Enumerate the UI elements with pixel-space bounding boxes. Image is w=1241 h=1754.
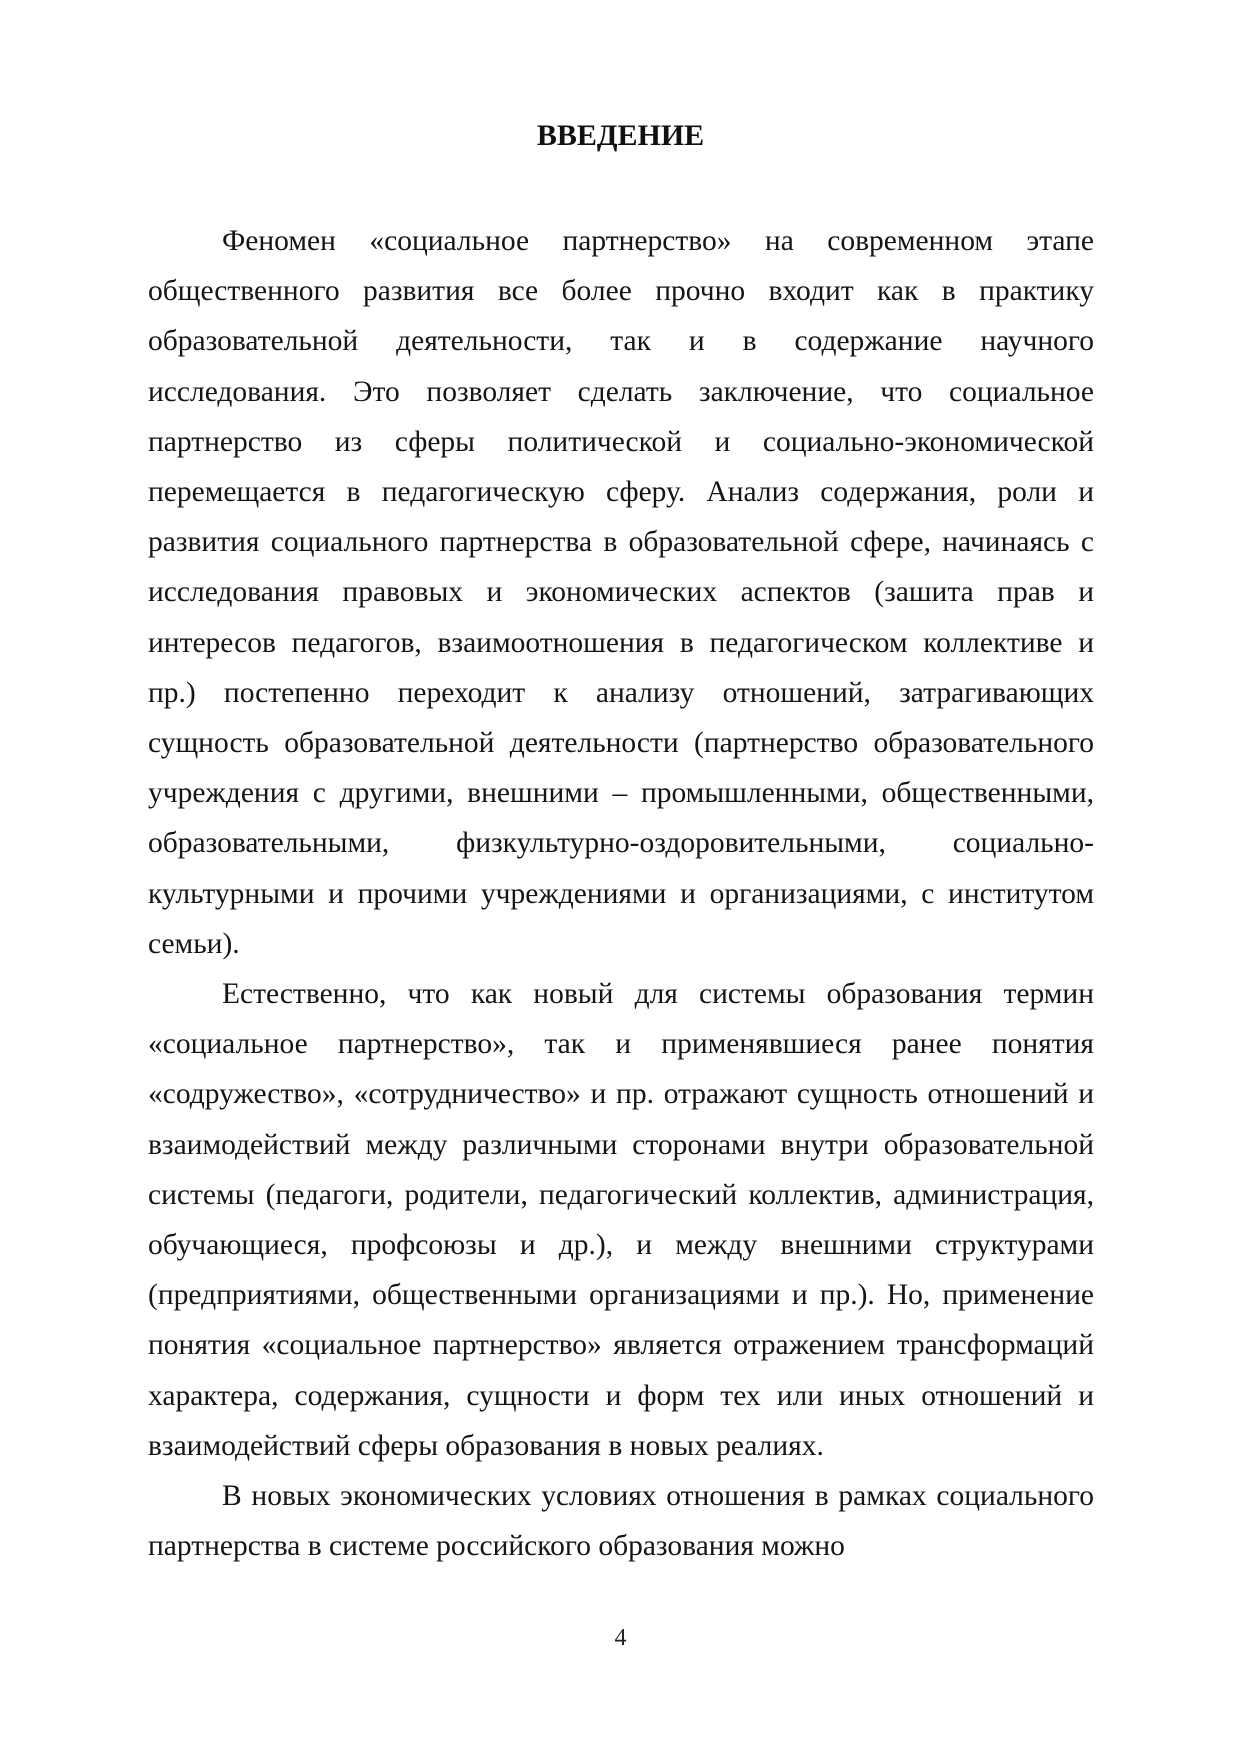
paragraph-1: Феномен «социальное партнерство» на современном этапе общественного развития все более прочно входит как в практику образовательной деятельности, так и в содержание научного исследования. Это позволяет сделать заключение, что социальное партнерство из сферы политической и социально-экономической перемещается в педагогическую сферу. Анализ содержания, роли и развития социального партнерства в образовательной сфере, начинаясь с исследования правовых и экономических аспектов (зашита прав и интересов педагогов, взаимоотношения в педагогическом коллективе и пр.) постепенно переходит к анализу отношений, затрагивающих сущность образовательной деятельности (партнерство образовательного учреждения с другими, внешними – промышленными, общественными, образовательными, физкультурно-оздоровительными, социально-культурными и прочими учреждениями и организациями, с институтом семьи). (148, 225, 1094, 960)
body-text (148, 216, 1094, 1571)
page-title: ВВЕДЕНИЕ (536, 119, 705, 152)
page-number: 4 (614, 1625, 627, 1651)
paragraph-2: Естественно, что как новый для системы образования термин «социальное партнерство», так и применявшиеся ранее понятия «содружество», «сотрудничество» и пр. отражают сущность отношений и взаимодействий между различными сторонами внутри образовательной системы (педагоги, родители, педагогический коллектив, администрация, обучающиеся, профсоюзы и др.), и между внешними структурами (предприятиями, общественными организациями и пр.). Но, применение понятия «социальное партнерство» является отражением трансформаций характера, содержания, сущности и форм тех или иных отношений и взаимодействий сферы образования в новых реалиях. (148, 978, 1094, 1462)
paragraph-3: В новых экономических условиях отношения в рамках социального партнерства в системе российского образования можно (148, 1480, 1094, 1563)
